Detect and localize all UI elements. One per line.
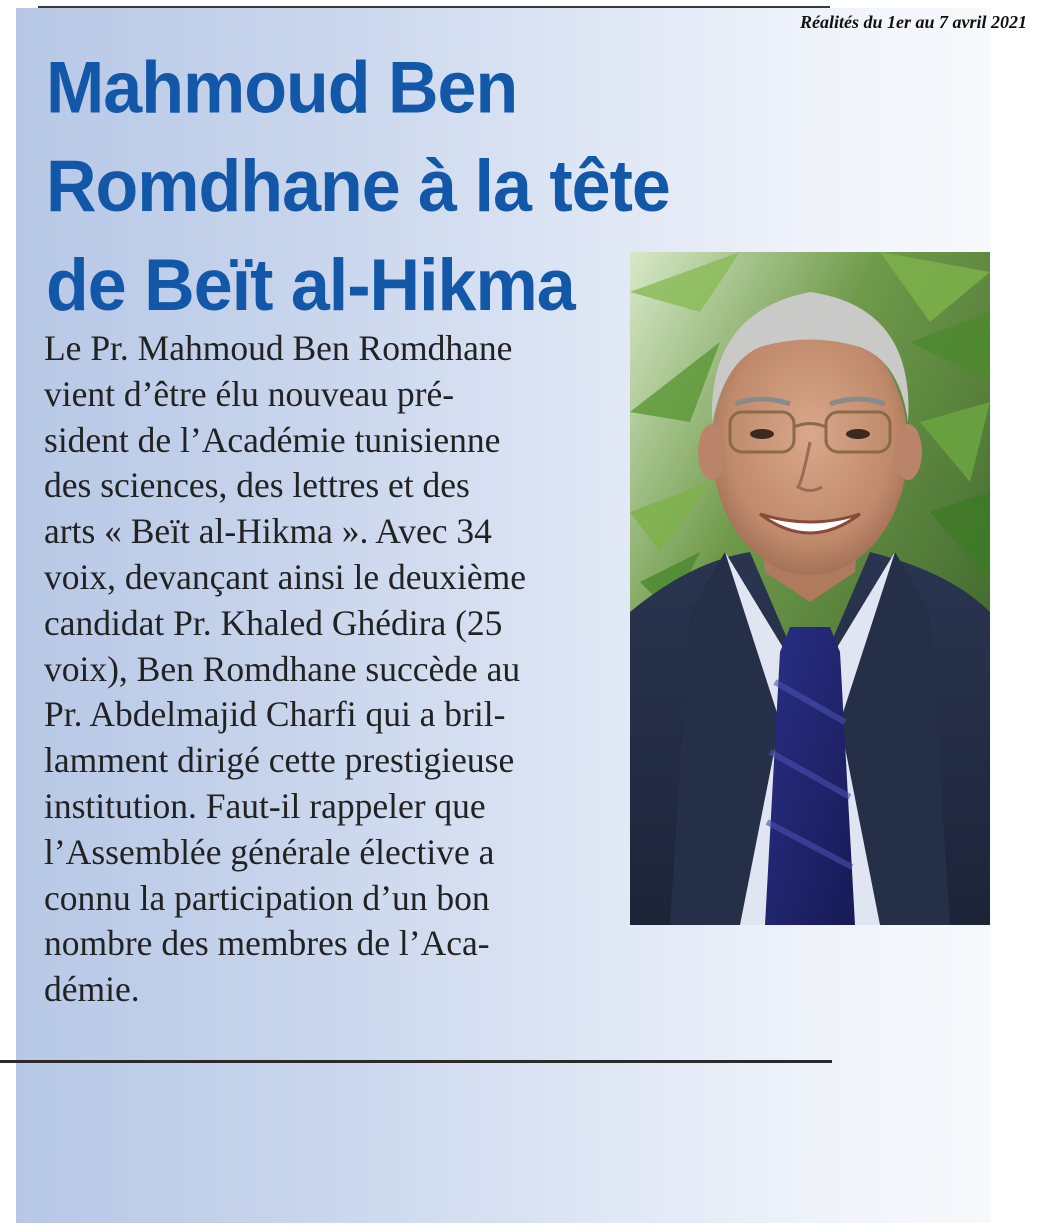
body-line: Pr. Abdelmajid Charfi qui a bril- bbox=[44, 694, 506, 735]
body-line: démie. bbox=[44, 969, 140, 1010]
body-line: l’Assemblée générale élective a bbox=[44, 831, 495, 872]
body-line: institution. Faut-il rappeler que bbox=[44, 785, 486, 826]
body-line: Le Pr. Mahmoud Ben Romdhane bbox=[44, 328, 513, 368]
body-line: voix, devançant ainsi le deuxième bbox=[44, 556, 527, 597]
body-line: nombre des membres de l’Aca- bbox=[44, 923, 490, 964]
headline-line: Romdhane à la tête bbox=[46, 145, 670, 227]
headline-line: Mahmoud Ben bbox=[46, 46, 518, 129]
body-line: connu la participation d’un bon bbox=[44, 877, 490, 918]
headline-line: de Beït al-Hikma bbox=[46, 243, 575, 326]
article-body bbox=[44, 326, 624, 1013]
portrait-photo bbox=[630, 252, 990, 925]
bottom-rule bbox=[0, 1060, 832, 1063]
body-line: arts « Beït al-Hikma ». Avec 34 bbox=[44, 511, 492, 552]
body-line: des sciences, des lettres et des bbox=[44, 465, 470, 506]
top-rule bbox=[38, 6, 830, 8]
body-line: sident de l’Académie tunisienne bbox=[44, 419, 501, 460]
publication-dateline: Réalités du 1er au 7 avril 2021 bbox=[799, 12, 1027, 32]
body-line: voix), Ben Romdhane succède au bbox=[44, 648, 521, 689]
body-line: vient d’être élu nouveau pré- bbox=[44, 373, 455, 414]
body-line: lamment dirigé cette prestigieuse bbox=[44, 740, 515, 781]
body-line: candidat Pr. Khaled Ghédira (25 bbox=[44, 602, 503, 643]
